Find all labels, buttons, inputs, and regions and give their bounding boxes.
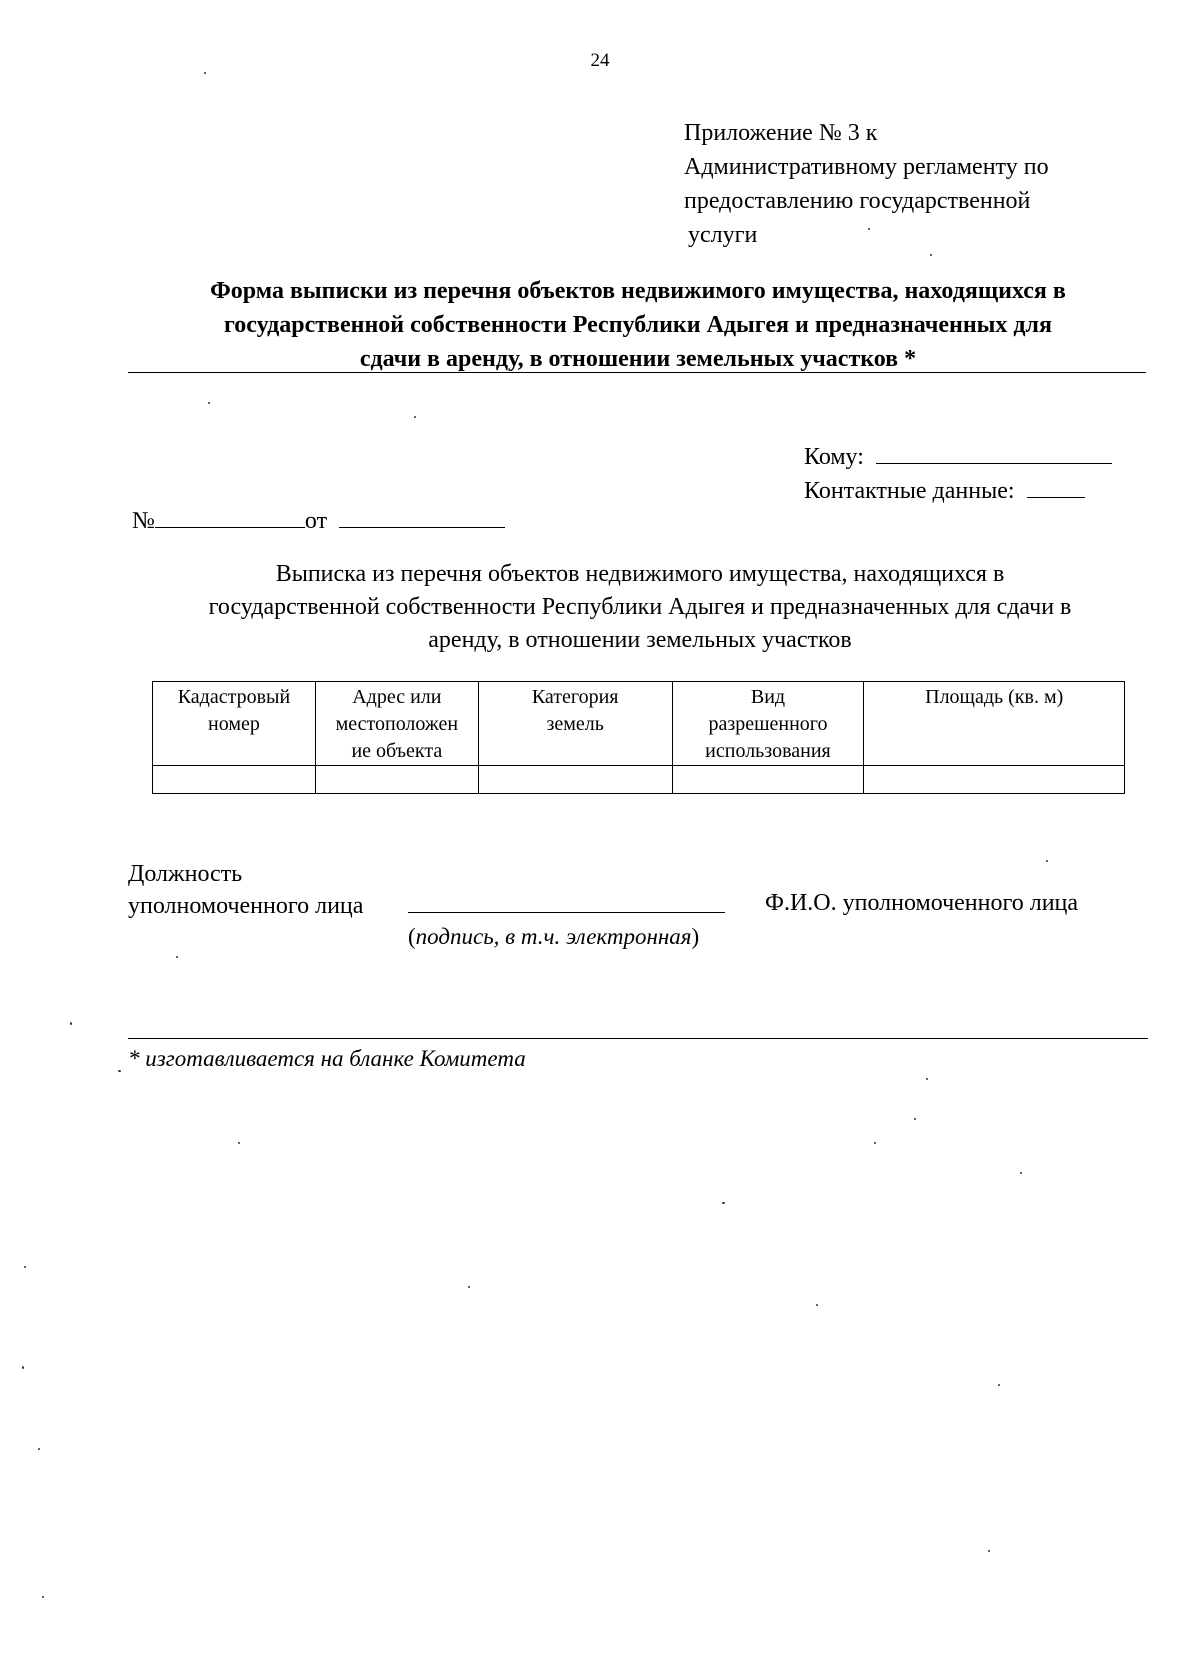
scan-speck	[998, 1384, 1000, 1386]
scan-speck	[722, 1202, 725, 1204]
document-number-field[interactable]	[155, 505, 305, 528]
extract-title-line: аренду, в отношении земельных участков	[428, 627, 852, 653]
footnote: * изготавливается на бланке Комитета	[128, 1046, 526, 1071]
appendix-line: предоставлению государственной	[684, 188, 1031, 214]
signature-caption: (подпись, в т.ч. электронная)	[408, 924, 700, 949]
title-divider	[128, 372, 1146, 373]
table-cell[interactable]	[478, 766, 672, 794]
scan-speck	[238, 1142, 240, 1144]
appendix-reference	[684, 116, 1049, 252]
recipient-to-label: Кому:	[804, 444, 864, 470]
number-sign: №	[132, 508, 155, 534]
extract-title	[130, 558, 1150, 657]
page-number: 24	[590, 50, 610, 71]
recipient-contacts-field[interactable]	[1027, 475, 1085, 498]
scan-speck	[1046, 860, 1048, 862]
form-title-line: Форма выписки из перечня объектов недвижимого имущества, находящихся в	[210, 278, 1066, 304]
footnote-divider	[128, 1038, 1148, 1039]
scan-speck	[118, 1070, 121, 1072]
scan-speck	[204, 72, 206, 74]
scan-speck	[414, 416, 416, 418]
scan-speck	[42, 1596, 44, 1598]
table-cell[interactable]	[315, 766, 478, 794]
authorized-person-position	[128, 858, 363, 922]
date-from-label: от	[304, 508, 328, 534]
position-label-line: Должность	[128, 861, 243, 887]
recipient-block	[804, 440, 1112, 508]
form-title	[128, 274, 1148, 376]
scan-speck	[24, 1266, 26, 1268]
form-title-line: государственной собственности Республики Адыгея и предназначенных для	[223, 312, 1052, 338]
extract-title-line: Выписка из перечня объектов недвижимого имущества, находящихся в	[275, 561, 1005, 587]
appendix-line: Приложение № 3 к	[684, 120, 878, 146]
table-cell[interactable]	[153, 766, 316, 794]
table-header-cell: Вид разрешенного использования	[672, 682, 864, 766]
table-header-cell: Адрес или местоположен ие объекта	[315, 682, 478, 766]
table-cell[interactable]	[864, 766, 1125, 794]
scan-speck	[208, 402, 210, 404]
table-cell[interactable]	[672, 766, 864, 794]
document-date-field[interactable]	[339, 505, 505, 528]
scan-speck	[38, 1448, 40, 1450]
table-header-cell: Кадастровый номер	[153, 682, 316, 766]
table-row	[153, 766, 1125, 794]
scan-speck	[988, 1550, 990, 1552]
appendix-line: услуги	[688, 222, 758, 248]
authorized-person-name-label: Ф.И.О. уполномоченного лица	[765, 890, 1079, 916]
document-number-line	[132, 505, 505, 535]
extract-title-line: государственной собственности Республики Адыгея и предназначенных для сдачи в	[208, 594, 1072, 620]
recipient-to-field[interactable]	[876, 441, 1112, 464]
table-header-cell: Площадь (кв. м)	[864, 682, 1125, 766]
appendix-line: Административному регламенту по	[684, 154, 1049, 180]
scan-speck	[930, 254, 932, 256]
signature-field[interactable]	[408, 912, 725, 913]
recipient-contacts-label: Контактные данные:	[804, 478, 1015, 504]
scan-speck	[816, 1304, 818, 1306]
scan-speck	[868, 228, 870, 230]
scan-speck	[914, 1118, 916, 1120]
table-header-cell: Категория земель	[478, 682, 672, 766]
scan-speck	[1020, 1172, 1022, 1174]
land-plots-table	[152, 681, 1125, 794]
scan-speck	[176, 956, 178, 958]
form-title-line: сдачи в аренду, в отношении земельных участков *	[359, 346, 917, 372]
scan-speck	[874, 1142, 876, 1144]
table-header-row	[153, 682, 1125, 766]
scan-speck	[70, 1022, 72, 1025]
position-label-line: уполномоченного лица	[128, 893, 364, 919]
scan-speck	[22, 1366, 24, 1369]
scan-speck	[468, 1286, 470, 1288]
scan-speck	[926, 1078, 928, 1080]
